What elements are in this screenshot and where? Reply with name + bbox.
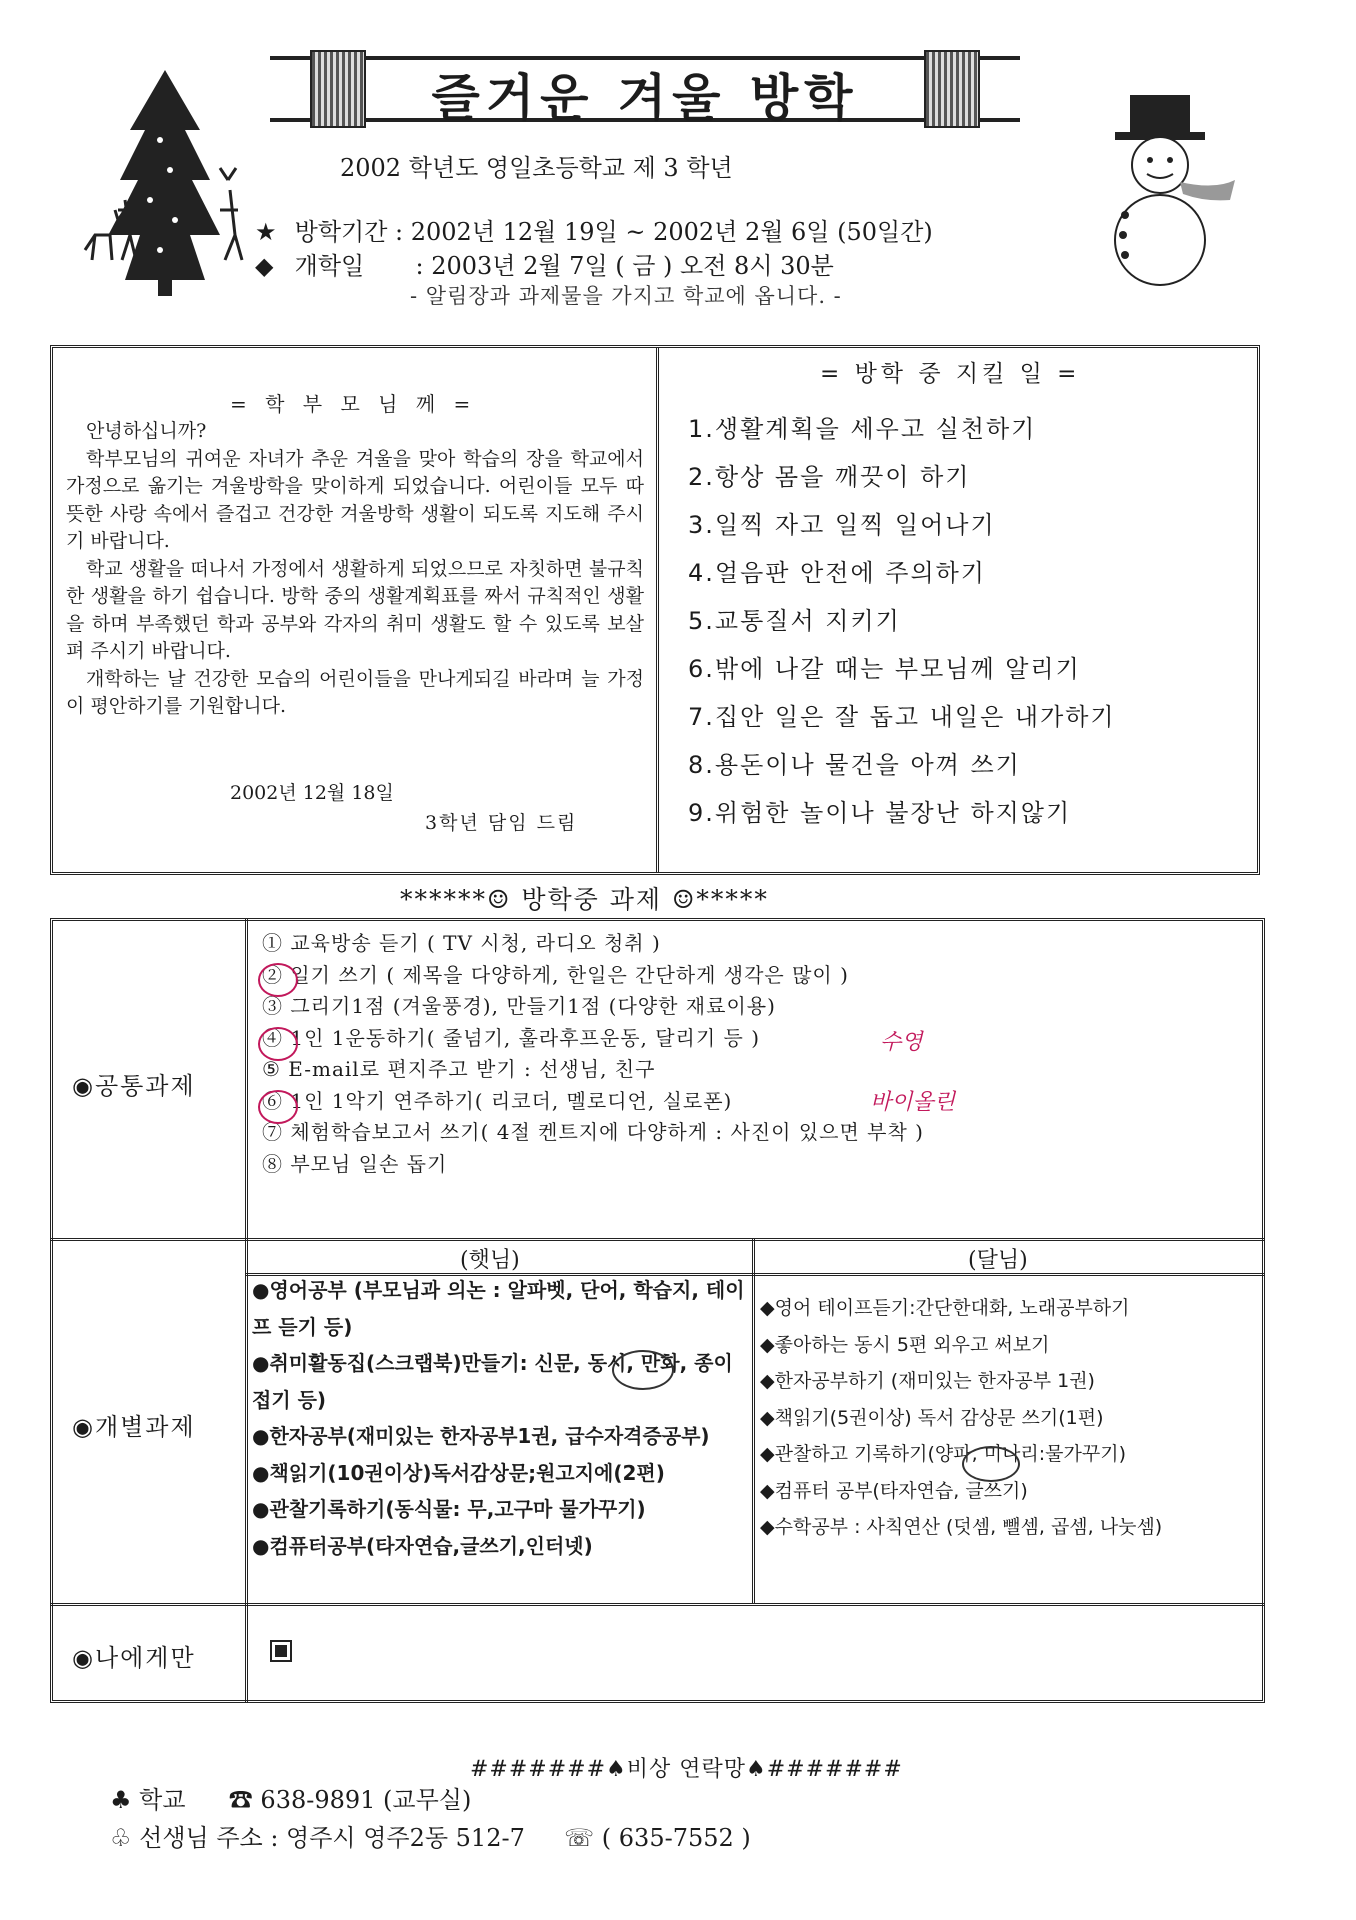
teacher-phone: ☏ ( 635-7552 ) <box>564 1824 751 1852</box>
table-row-divider <box>50 1603 1265 1606</box>
letter-greeting: 안녕하십니까? <box>86 420 207 442</box>
sun-moon-divider <box>752 1238 755 1603</box>
vacation-period-label: 방학기간 : <box>294 218 404 246</box>
sun-task-item: ●관찰기록하기(동식물: 무,고구마 물가꾸기) <box>252 1497 646 1521</box>
diamond-icon: ◆ <box>255 252 274 280</box>
letter-paragraph: 학교 생활을 떠나서 가정에서 생활하게 되었으므로 자칫하면 불규칙한 생활을 하기 쉽습니다. 방학 중의 생활계획표를 짜서 규칙적인 생활을 하며 부족했던 학과 공부와 각자의 취미 생활도 할 수 있도록 보살펴 주시기 바랍니다. <box>66 557 644 662</box>
only-me-checkbox[interactable] <box>270 1640 292 1662</box>
title-banner <box>270 50 1020 128</box>
sun-task-item: ●영어공부 (부모님과 의논 : 알파벳, 단어, 학습지, 테이프 듣기 등) <box>252 1278 745 1339</box>
rule-item: 6.밖에 나갈 때는 부모님께 알리기 <box>688 655 1081 683</box>
sun-column-title: (햇님) <box>460 1248 520 1273</box>
vacation-period-line <box>255 212 933 247</box>
sun-task-item: ●컴퓨터공부(타자연습,글쓰기,인터넷) <box>252 1533 593 1558</box>
tasks-heading: ******☺ 방학중 과제 ☺***** <box>400 885 769 914</box>
sun-task-item: ●취미활동집(스크랩북)만들기: 신문, 동시, 만화, 종이접기 등) <box>252 1351 733 1412</box>
moon-tasks-list <box>760 1290 1260 1546</box>
common-task-item: ③ 그리기1점 (겨울풍경), 만들기1점 (다양한 재료이용) <box>262 994 776 1018</box>
rule-item: 3.일찍 자고 일찍 일어나기 <box>688 511 996 539</box>
handwritten-circle-mark <box>962 1446 1020 1482</box>
parent-letter <box>66 418 644 721</box>
rule-item: 5.교통질서 지키기 <box>688 607 901 635</box>
handwritten-circle-mark <box>258 1027 298 1061</box>
common-task-item: ④ 1인 1운동하기( 줄넘기, 훌라후프운동, 달리기 등 ) <box>262 1025 761 1050</box>
rules-list <box>688 405 1248 837</box>
moon-task-item: ◆책읽기(5권이상) 독서 감상문 쓰기(1편) <box>760 1406 1104 1429</box>
rule-item: 9.위험한 놀이나 불장난 하지않기 <box>688 799 1072 827</box>
school-line: 2002 학년도 영일초등학교 제 3 학년 <box>340 154 733 182</box>
sun-task-item: ●책읽기(10권이상)독서감상문;원고지에(2편) <box>252 1460 665 1485</box>
moon-task-item: ◆수학공부 : 사칙연산 (덧셈, 뺄셈, 곱셈, 나눗셈) <box>760 1516 1163 1538</box>
moon-task-item: ◆좋아하는 동시 5편 외우고 써보기 <box>760 1333 1050 1356</box>
common-tasks-label: ◉공통과제 <box>72 1072 196 1100</box>
moon-column-title: (달님) <box>968 1248 1028 1273</box>
christmas-tree-illustration <box>70 60 250 300</box>
common-task-item: ⑤ E-mail로 편지주고 받기 : 선생님, 친구 <box>262 1057 656 1081</box>
sun-task-item: ●한자공부(재미있는 한자공부1권, 급수자격증공부) <box>252 1424 710 1448</box>
handwritten-note-violin: 바이올린 <box>870 1090 956 1115</box>
letter-date: 2002년 12월 18일 <box>230 782 394 804</box>
individual-tasks-label: ◉개별과제 <box>72 1413 196 1441</box>
common-task-item: ⑦ 체험학습보고서 쓰기( 4절 켄트지에 다양하게 : 사진이 있으면 부착 ) <box>262 1120 924 1144</box>
rule-item: 2.항상 몸을 깨끗이 하기 <box>688 463 971 491</box>
page-title: 즐거운 겨울 방학 <box>431 69 859 127</box>
rule-item: 1.생활계획을 세우고 실천하기 <box>688 415 1037 443</box>
snowman-icon <box>1115 95 1235 285</box>
moon-task-item: ◆영어 테이프듣기:간단한대화, 노래공부하기 <box>760 1297 1130 1319</box>
teacher-contact-line <box>110 1818 751 1853</box>
top-box-divider <box>656 348 662 872</box>
handwritten-circle-mark <box>258 1090 298 1124</box>
handwritten-circle-mark <box>612 1350 674 1390</box>
letter-heading: = 학 부 모 님 께 = <box>230 392 477 416</box>
star-icon: ★ <box>255 218 277 246</box>
common-task-item: ② 일기 쓰기 ( 제목을 다양하게, 한일은 간단하게 생각은 많이 ) <box>262 962 849 987</box>
scroll-ornament-right <box>924 50 980 128</box>
table-row-divider <box>50 1238 1265 1241</box>
school-contact-line <box>110 1780 471 1815</box>
common-task-item: ⑧ 부모님 일손 돕기 <box>262 1151 448 1176</box>
snowman-illustration <box>1085 90 1245 290</box>
table-label-divider <box>245 918 248 1703</box>
sun-tasks-list <box>252 1272 752 1564</box>
moon-task-item: ◆관찰하고 기록하기(양파, 미나리:물가꾸기) <box>760 1443 1126 1465</box>
scroll-ornament-left <box>310 50 366 128</box>
school-phone: ☎ 638-9891 (교무실) <box>228 1786 472 1814</box>
school-start-line <box>255 246 834 281</box>
christmas-tree-icon <box>110 70 220 296</box>
only-me-label: ◉나에게만 <box>72 1644 196 1672</box>
school-start-value: : 2003년 2월 7일 ( 금 ) 오전 8시 30분 <box>415 252 834 280</box>
vacation-period-value: 2002년 12월 19일 ~ 2002년 2월 6일 (50일간) <box>410 218 933 246</box>
common-tasks-list <box>262 928 924 1180</box>
emergency-contact-heading: #######♠비상 연락망♠####### <box>470 1757 903 1782</box>
handwritten-note-swim: 수영 <box>880 1030 923 1055</box>
letter-signature: 3학년 담임 드림 <box>425 812 578 834</box>
rule-item: 4.얼음판 안전에 주의하기 <box>688 559 986 587</box>
letter-paragraph: 학부모님의 귀여운 자녀가 추운 겨울을 맞아 학습의 장을 학교에서 가정으로 옮기는 겨울방학을 맞이하게 되었습니다. 어린이들 모두 따뜻한 사랑 속에서 즐겁고 건강한 겨울방학 생활이 되도록 지도해 주시기 바랍니다. <box>66 447 644 552</box>
handwritten-circle-mark <box>258 963 298 997</box>
common-task-item: ① 교육방송 듣기 ( TV 시청, 라디오 청취 ) <box>262 931 661 955</box>
rule-item: 7.집안 일은 잘 돕고 내일은 내가하기 <box>688 703 1116 731</box>
rules-heading: = 방학 중 지킬 일 = <box>820 361 1081 387</box>
letter-paragraph: 개학하는 날 건강한 모습의 어린이들을 만나게되길 바라며 늘 가정이 평안하기를 기원합니다. <box>66 667 644 717</box>
moon-task-item: ◆컴퓨터 공부(타자연습, 글쓰기) <box>760 1479 1028 1502</box>
notice-line: - 알림장과 과제물을 가지고 학교에 옵니다. - <box>410 284 842 308</box>
common-task-item: ⑥ 1인 1악기 연주하기( 리코더, 멜로디언, 실로폰) <box>262 1088 733 1113</box>
teacher-address: ♧ 선생님 주소 : 영주시 영주2동 512-7 <box>110 1824 525 1852</box>
moon-task-item: ◆한자공부하기 (재미있는 한자공부 1권) <box>760 1370 1095 1392</box>
rule-item: 8.용돈이나 물건을 아껴 쓰기 <box>688 751 1021 779</box>
school-start-label: 개학일 <box>294 252 365 280</box>
club-icon-label: ♣ 학교 <box>110 1786 186 1814</box>
